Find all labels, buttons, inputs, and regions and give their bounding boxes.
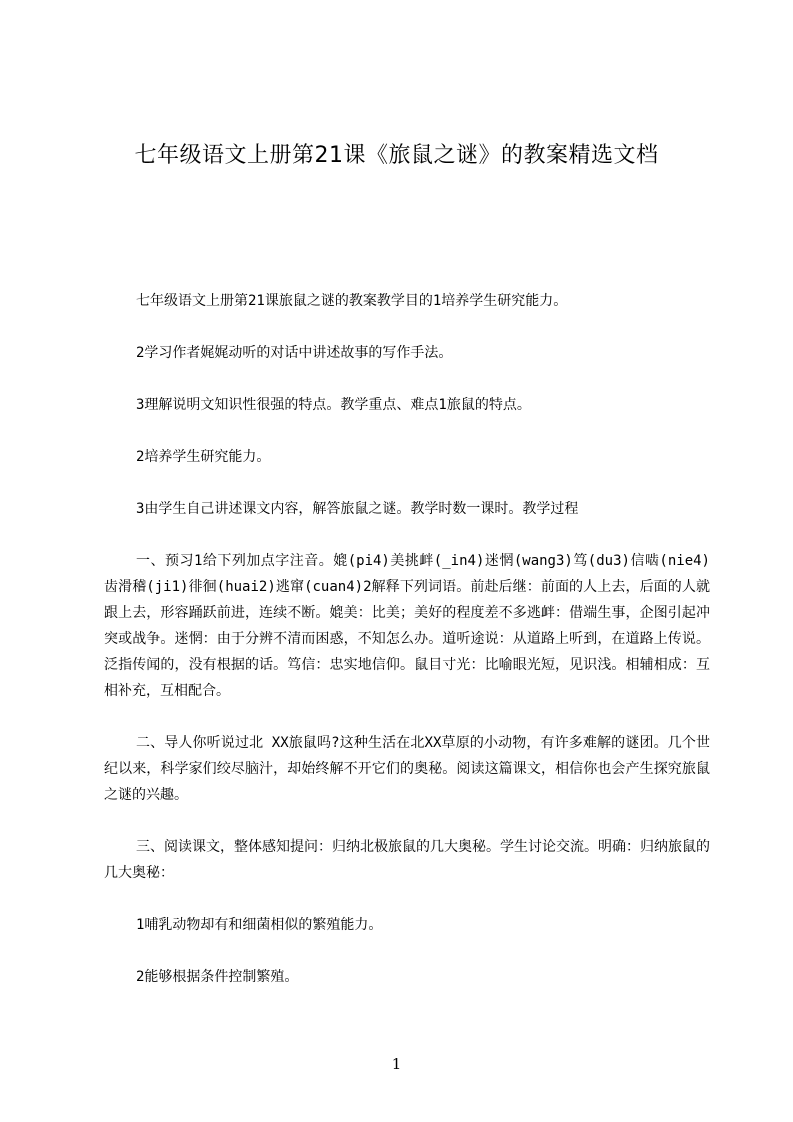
paragraph-8: 三、阅读课文，整体感知提问：归纳北极旅鼠的几大奥秘。学生讨论交流。明确：归纳旅鼠的几大奥秘：	[104, 839, 710, 881]
document-title: 七年级语文上册第21课《旅鼠之谜》的教案精选文档	[134, 143, 659, 168]
paragraph-4: 2培养学生研究能力。	[136, 449, 271, 465]
paragraph-9: 1哺乳动物却有和细菌相似的繁殖能力。	[136, 917, 383, 933]
paragraph-10: 2能够根据条件控制繁殖。	[136, 969, 299, 985]
document-body	[104, 288, 710, 1016]
page-number: 1	[391, 1055, 402, 1073]
paragraph-5: 3由学生自己讲述课文内容，解答旅鼠之谜。教学时数一课时。教学过程	[136, 501, 579, 517]
paragraph-3: 3理解说明文知识性很强的特点。教学重点、难点1旅鼠的特点。	[136, 397, 531, 413]
paragraph-7: 二、导人你听说过北 XX旅鼠吗?这种生活在北XX草原的小动物，有许多难解的谜团。几个世纪以来，科学家们绞尽脑汁，却始终解不开它们的奥秘。阅读这篇课文，相信你也会产生探究旅鼠之谜的兴趣。	[104, 735, 710, 803]
paragraph-1: 七年级语文上册第21课旅鼠之谜的教案教学目的1培养学生研究能力。	[136, 293, 568, 309]
paragraph-2: 2学习作者娓娓动听的对话中讲述故事的写作手法。	[136, 345, 453, 361]
paragraph-6: 一、预习1给下列加点字注音。媲(pi4)美挑衅(_in4)迷惘(wang3)笃(du3)信啮(nie4)齿滑稽(ji1)徘徊(huai2)逃窜(cuan4)2解释下列词语。前赴后继：前面的人上去，后面的人就跟上去，形容踊跃前进，连续不断。媲美：比美；美好的程度差不多逃衅：借端生事，企图引起冲突或战争。迷惘：由于分辨不清而困惑，不知怎么办。道听途说：从道路上听到，在道路上传说。泛指传闻的，没有根据的话。笃信：忠实地信仰。鼠目寸光：比喻眼光短，见识浅。相辅相成：互相补充，互相配合。	[104, 553, 710, 699]
